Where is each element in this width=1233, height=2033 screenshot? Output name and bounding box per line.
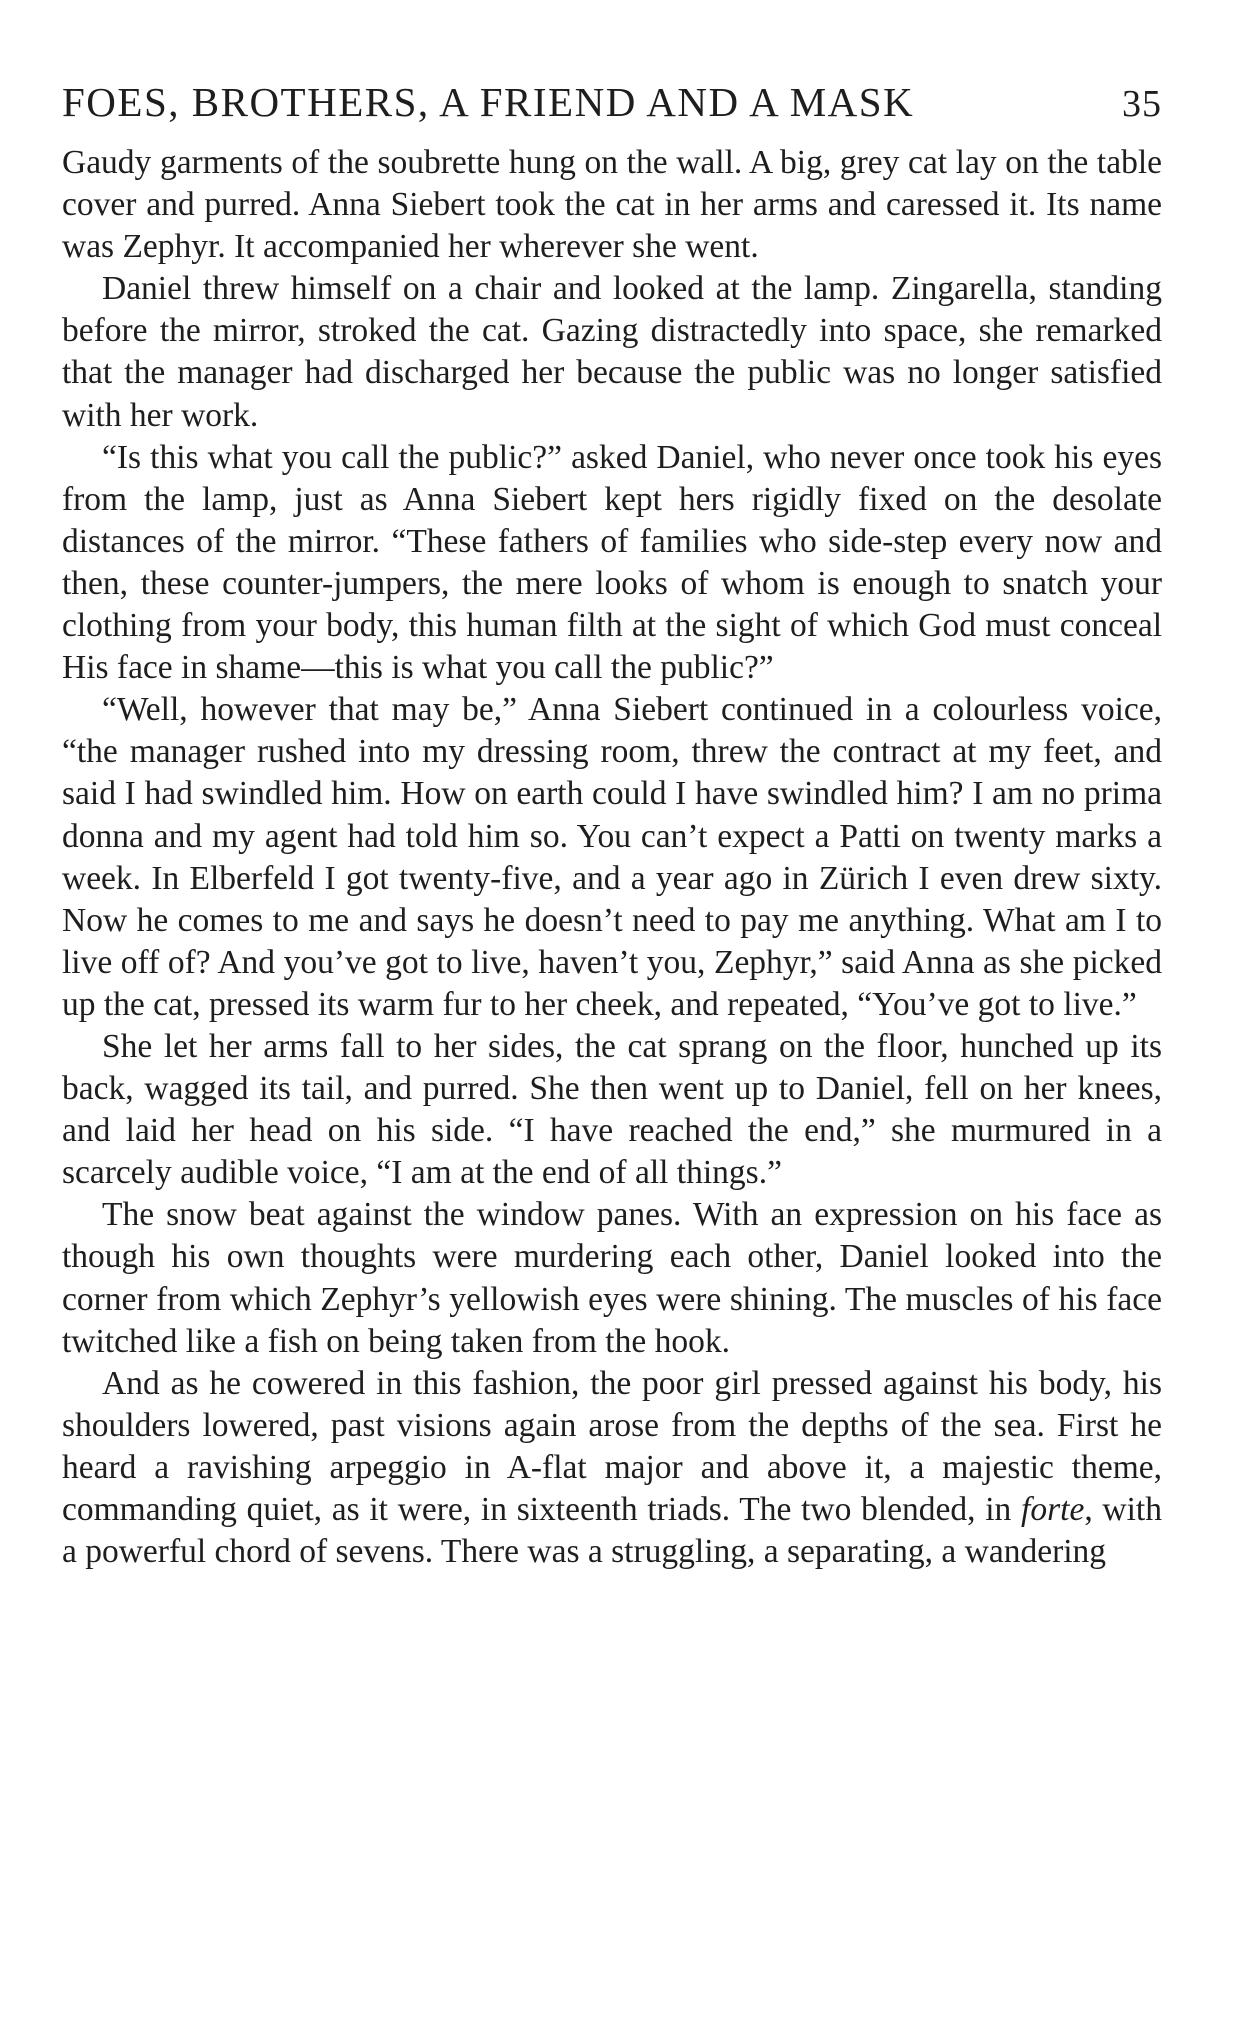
book-page xyxy=(62,78,1162,1573)
paragraph-1: Gaudy garments of the soubrette hung on the wall. A big, grey cat lay on the table cover and purred. Anna Siebert took the cat in her arms and caressed it. Its name was Zephyr. It accompanied her wherever she went. xyxy=(62,144,1162,266)
chapter-title: FOES, BROTHERS, A FRIEND AND A MASK xyxy=(62,79,915,125)
paragraph-5: She let her arms fall to her sides, the cat sprang on the floor, hunched up its back, wagged its tail, and purred. She then went up to Daniel, fell on her knees, and laid her head on his side. “I have reached the end,” she murmured in a scarcely audible voice, “I am at the end of all things.” xyxy=(62,1027,1162,1192)
paragraph-7-text-a: And as he cowered in this fashion, the poor girl pressed against his body, his shoulders lowered, past visions again arose from the depths of the sea. First he heard a ravishing arpeggio in A-flat major and above it, a majestic theme, commanding quiet, as it were, in sixteenth triads. The two blended, in xyxy=(62,1364,1162,1528)
paragraph-7-text-b: , with a powerful chord of sevens. There was a struggling, a separating, a wandering xyxy=(62,1491,1162,1571)
body-text xyxy=(62,142,1162,1573)
paragraph-7-italic: forte xyxy=(1021,1491,1085,1528)
paragraph-4: “Well, however that may be,” Anna Siebert continued in a colourless voice, “the manager rushed into my dressing room, threw the contract at my feet, and said I had swindled him. How on earth could I have swindled him? I am no prima donna and my agent had told him so. You can’t expect a Patti on twenty marks a week. In Elberfeld I got twenty-five, and a year ago in Zürich I even drew sixty. Now he comes to me and says he doesn’t need to pay me anything. What am I to live off of? And you’ve got to live, haven’t you, Zephyr,” said Anna as she picked up the cat, pressed its warm fur to her cheek, and repeated, “You’ve got to live.” xyxy=(62,691,1162,1023)
paragraph-2: Daniel threw himself on a chair and looked at the lamp. Zingarella, standing before the mirror, stroked the cat. Gazing distractedly into space, she remarked that the manager had discharged her because the public was no longer satisfied with her work. xyxy=(62,270,1162,434)
page-number: 35 xyxy=(1122,83,1162,125)
paragraph-6: The snow beat against the window panes. With an expression on his face as though his own thoughts were murdering each other, Daniel looked into the corner from which Zephyr’s yellowish eyes were shining. The muscles of his face twitched like a fish on being taken from the hook. xyxy=(62,1196,1162,1360)
paragraph-3: “Is this what you call the public?” asked Daniel, who never once took his eyes from the lamp, just as Anna Siebert kept hers rigidly fixed on the desolate distances of the mirror. “These fathers of families who side-step every now and then, these counter-jumpers, the mere looks of whom is enough to snatch your clothing from your body, this human filth at the sight of which God must conceal His face in shame—this is what you call the public?” xyxy=(62,438,1162,687)
running-head xyxy=(62,78,1162,128)
paragraph-7 xyxy=(62,1363,1162,1573)
